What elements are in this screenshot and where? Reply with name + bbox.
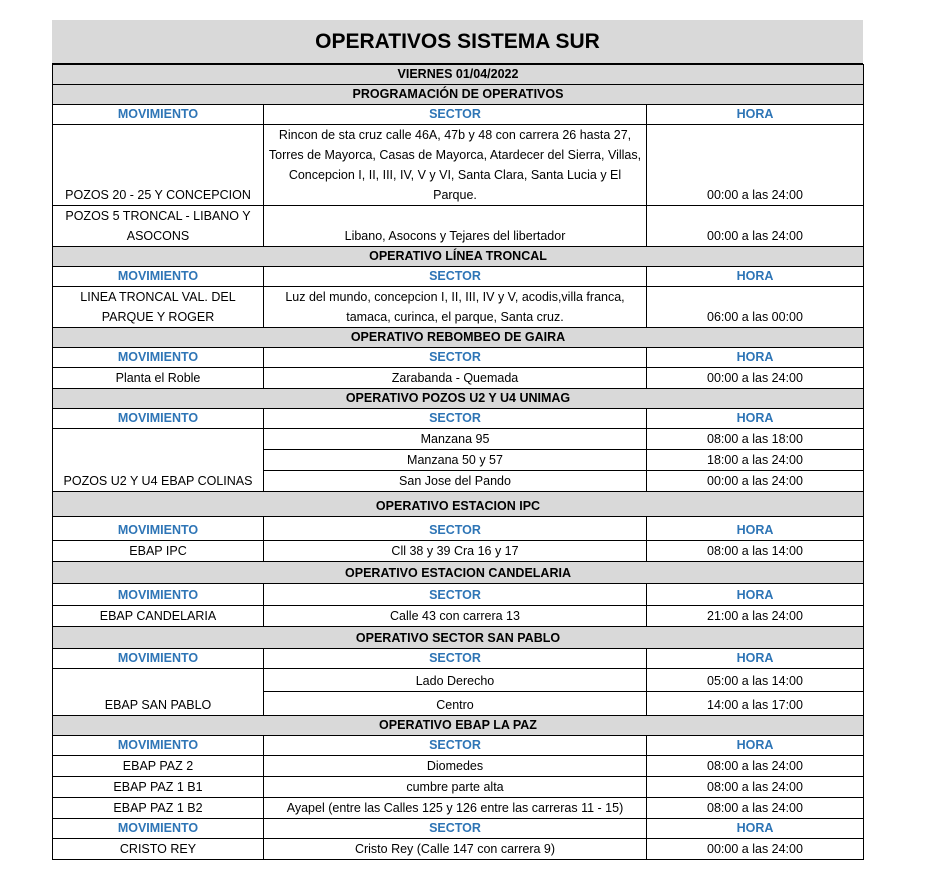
cell-movimiento: CRISTO REY [53,839,264,860]
cell-movimiento: EBAP SAN PABLO [53,669,264,716]
cell-sector: Diomedes [264,756,647,777]
header-sector: SECTOR [264,409,647,429]
cell-movimiento: EBAP CANDELARIA [53,606,264,627]
cell-movimiento: POZOS U2 Y U4 EBAP COLINAS [53,429,264,492]
header-hora: HORA [647,819,864,839]
cell-hora: 00:00 a las 24:00 [647,125,864,206]
operativos-table [52,64,864,860]
cell-sector: San Jose del Pando [264,471,647,492]
header-sector: SECTOR [264,736,647,756]
header-movimiento: MOVIMIENTO [53,267,264,287]
header-sector: SECTOR [264,267,647,287]
cell-sector: Cll 38 y 39 Cra 16 y 17 [264,541,647,562]
cell-hora: 08:00 a las 14:00 [647,541,864,562]
header-hora: HORA [647,267,864,287]
cell-hora: 06:00 a las 00:00 [647,287,864,328]
cell-sector: Calle 43 con carrera 13 [264,606,647,627]
header-sector: SECTOR [264,584,647,606]
cell-sector: Manzana 95 [264,429,647,450]
cell-sector: cumbre parte alta [264,777,647,798]
section-title: OPERATIVO REBOMBEO DE GAIRA [53,328,864,348]
header-sector: SECTOR [264,819,647,839]
cell-movimiento: EBAP PAZ 2 [53,756,264,777]
cell-sector: Cristo Rey (Calle 147 con carrera 9) [264,839,647,860]
header-sector: SECTOR [264,105,647,125]
cell-sector: Manzana 50 y 57 [264,450,647,471]
cell-movimiento: POZOS 5 TRONCAL - LIBANO Y ASOCONS [53,206,264,247]
cell-movimiento: EBAP PAZ 1 B1 [53,777,264,798]
header-movimiento: MOVIMIENTO [53,517,264,541]
header-hora: HORA [647,584,864,606]
cell-sector: Zarabanda - Quemada [264,368,647,389]
cell-hora: 00:00 a las 24:00 [647,368,864,389]
section-title: OPERATIVO EBAP LA PAZ [53,716,864,736]
header-hora: HORA [647,517,864,541]
cell-sector: Lado Derecho [264,669,647,692]
header-movimiento: MOVIMIENTO [53,584,264,606]
cell-hora: 08:00 a las 18:00 [647,429,864,450]
section-title: OPERATIVO LÍNEA TRONCAL [53,247,864,267]
header-hora: HORA [647,105,864,125]
header-movimiento: MOVIMIENTO [53,649,264,669]
header-sector: SECTOR [264,348,647,368]
cell-movimiento: LINEA TRONCAL VAL. DEL PARQUE Y ROGER [53,287,264,328]
header-hora: HORA [647,736,864,756]
cell-movimiento: EBAP PAZ 1 B2 [53,798,264,819]
cell-sector: Centro [264,692,647,716]
header-movimiento: MOVIMIENTO [53,736,264,756]
header-hora: HORA [647,649,864,669]
cell-hora: 18:00 a las 24:00 [647,450,864,471]
cell-sector: Luz del mundo, concepcion I, II, III, IV y V, acodis,villa franca, tamaca, curinca, el parque, Santa cruz. [264,287,647,328]
cell-hora: 05:00 a las 14:00 [647,669,864,692]
section-title: OPERATIVO POZOS U2 Y U4 UNIMAG [53,389,864,409]
cell-sector: Libano, Asocons y Tejares del libertador [264,206,647,247]
cell-sector: Rincon de sta cruz calle 46A, 47b y 48 con carrera 26 hasta 27, Torres de Mayorca, Casas de Mayorca, Atardecer del Sierra, Villas, Concepcion I, II, III, IV, V y VI, Santa Clara, Santa Lucia y El Parque. [264,125,647,206]
operativos-sheet [52,20,863,860]
header-sector: SECTOR [264,649,647,669]
header-movimiento: MOVIMIENTO [53,819,264,839]
cell-hora: 21:00 a las 24:00 [647,606,864,627]
section-title: OPERATIVO ESTACION CANDELARIA [53,562,864,584]
cell-hora: 14:00 a las 17:00 [647,692,864,716]
cell-hora: 08:00 a las 24:00 [647,798,864,819]
sheet-title: OPERATIVOS SISTEMA SUR [52,20,863,64]
cell-hora: 08:00 a las 24:00 [647,756,864,777]
header-movimiento: MOVIMIENTO [53,409,264,429]
cell-hora: 08:00 a las 24:00 [647,777,864,798]
header-hora: HORA [647,409,864,429]
cell-movimiento: EBAP IPC [53,541,264,562]
cell-sector: Ayapel (entre las Calles 125 y 126 entre las carreras 11 - 15) [264,798,647,819]
cell-hora: 00:00 a las 24:00 [647,206,864,247]
cell-hora: 00:00 a las 24:00 [647,839,864,860]
header-hora: HORA [647,348,864,368]
date-row: VIERNES 01/04/2022 [53,65,864,85]
header-movimiento: MOVIMIENTO [53,105,264,125]
cell-movimiento: Planta el Roble [53,368,264,389]
cell-hora: 00:00 a las 24:00 [647,471,864,492]
section-title: PROGRAMACIÓN DE OPERATIVOS [53,85,864,105]
section-title: OPERATIVO ESTACION IPC [53,492,864,517]
cell-movimiento: POZOS 20 - 25 Y CONCEPCION [53,125,264,206]
header-movimiento: MOVIMIENTO [53,348,264,368]
section-title: OPERATIVO SECTOR SAN PABLO [53,627,864,649]
header-sector: SECTOR [264,517,647,541]
